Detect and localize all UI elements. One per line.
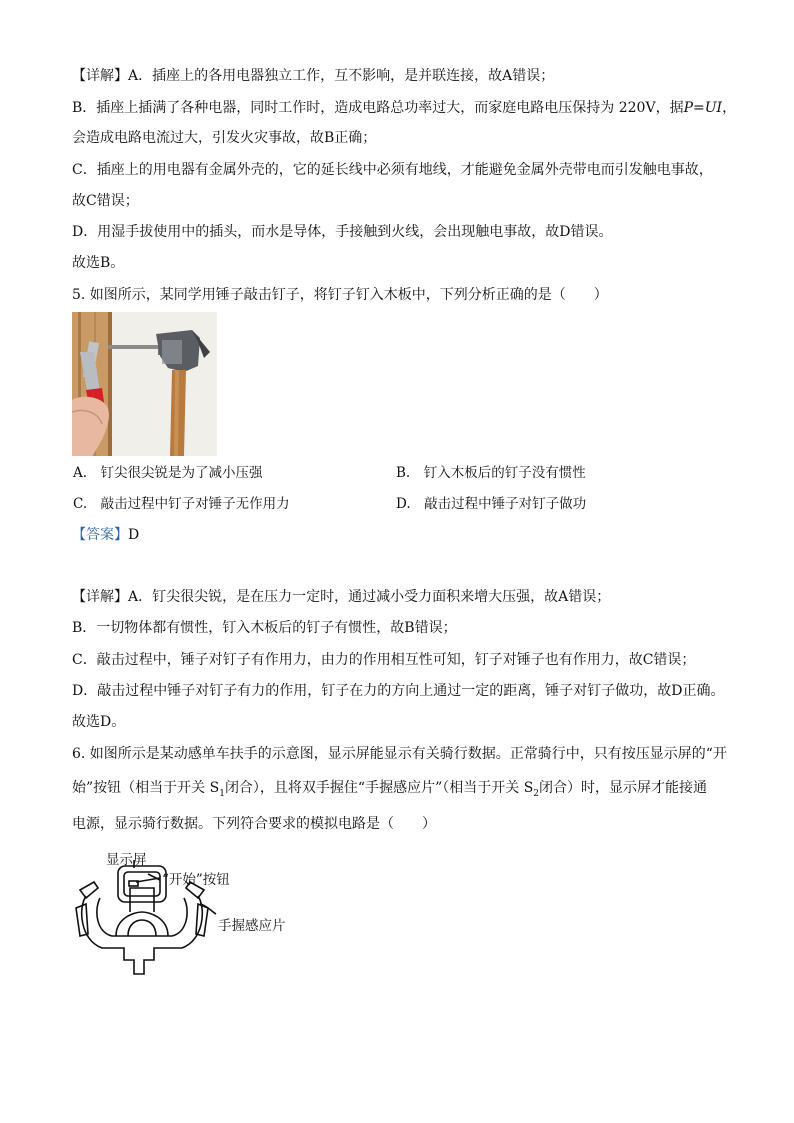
text: 闭合）时，显示屏才能接通 — [539, 780, 708, 796]
explanation-tag: 【详解】 — [72, 589, 128, 605]
q5-option-b: B. 钉入木板后的钉子没有惯性 — [396, 465, 586, 481]
q4-explanation-b2: 会造成电路电流过大，引发火灾事故，故B正确； — [72, 130, 377, 146]
text: A．插座上的各用电器独立工作，互不影响，是并联连接，故A错误； — [128, 68, 555, 84]
q5-option-d: D. 敲击过程中锤子对钉子做功 — [396, 496, 587, 512]
formula: P=UI — [683, 100, 723, 116]
hammer-nail-illustration — [72, 312, 217, 456]
text: A．钉尖很尖锐，是在压力一定时，通过减小受力面积来增大压强，故A错误； — [128, 589, 611, 605]
subscript: 2 — [533, 788, 540, 799]
handlebar-diagram — [72, 848, 292, 978]
label-grip-sensor: 手握感应片 — [218, 918, 286, 934]
q4-explanation-b1 — [72, 98, 736, 118]
q5-option-c: C. 敲击过程中钉子对锤子无作用力 — [73, 496, 290, 512]
q5-answer — [72, 525, 139, 545]
q5-explanation-b: B．一切物体都有惯性，钉入木板后的钉子有惯性，故B错误； — [72, 620, 457, 636]
answer-tag: 【答案】 — [72, 527, 128, 543]
text: ， — [722, 100, 737, 116]
label-screen: 显示屏 — [106, 852, 147, 868]
q4-explanation-c1: C．插座上的用电器有金属外壳的，它的延长线中必须有地线，才能避免金属外壳带电而引发触电事故， — [72, 162, 713, 178]
q4-explanation-c2: 故C错误； — [72, 193, 139, 209]
text: 闭合），且将双手握住“手握感应片”（相当于开关 S — [224, 780, 534, 796]
subscript: 1 — [219, 788, 225, 799]
q5-option-a: A. 钉尖很尖锐是为了减小压强 — [73, 465, 263, 481]
explanation-tag: 【详解】 — [72, 68, 128, 84]
label-start-button: “开始”按钮 — [162, 872, 230, 888]
q4-explanation-d: D．用湿手拔使用中的插头，而水是导体，手接触到火线，会出现触电事故，故D错误。 — [72, 224, 613, 240]
text: 始”按钮（相当于开关 S — [72, 780, 220, 796]
q5-explanation-d: D．敲击过程中锤子对钉子有力的作用，钉子在力的方向上通过一定的距离，锤子对钉子做功，故D正确。 — [72, 683, 725, 699]
q4-conclusion: 故选B。 — [72, 255, 125, 271]
q5-explanation-c: C．敲击过程中，锤子对钉子有作用力，由力的作用相互性可知，钉子对锤子也有作用力，故C错误； — [72, 652, 696, 668]
q6-stem-line3: 电源，显示骑行数据。下列符合要求的模拟电路是（ ） — [72, 816, 436, 832]
q5-stem: 5. 如图所示，某同学用锤子敲击钉子，将钉子钉入木板中，下列分析正确的是（ ） — [72, 287, 608, 303]
q4-explanation-a — [72, 66, 554, 86]
q5-explanation-a — [72, 587, 610, 607]
answer-value: D — [128, 527, 140, 543]
q5-conclusion: 故选D。 — [72, 714, 126, 730]
hammer-nail-photo — [72, 312, 217, 456]
q6-stem-line1: 6. 如图所示是某动感单车扶手的示意图，显示屏能显示有关骑行数据。正常骑行中，只有按压显示屏的“开 — [72, 746, 727, 762]
text: B．插座上插满了各种电器，同时工作时，造成电路总功率过大，而家庭电路电压保持为 220V，据 — [72, 100, 684, 116]
q6-stem-line2 — [72, 778, 707, 804]
